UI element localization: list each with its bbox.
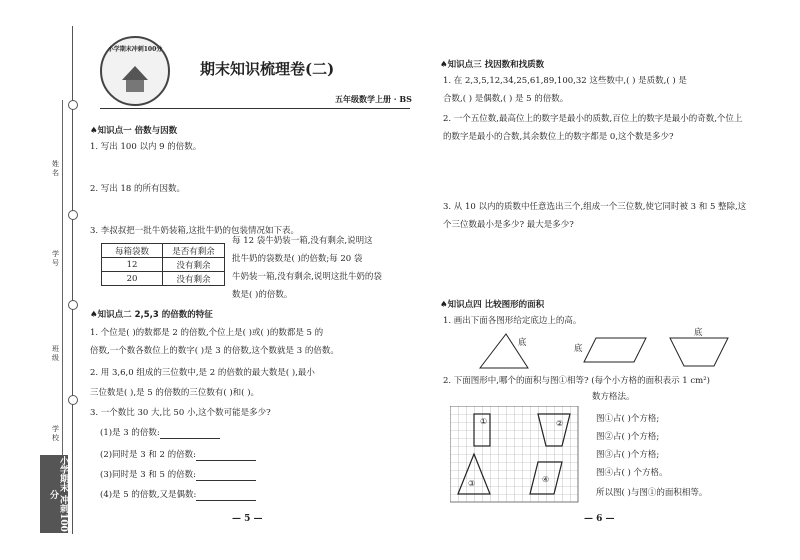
table-cell: 20 (102, 272, 163, 286)
answer-blank[interactable] (160, 429, 220, 439)
section-heading-3: ♠知识点三 找因数和找质数 (440, 60, 545, 70)
spine-name-label: 姓名 (52, 160, 59, 177)
table-cell: 没有剩余 (163, 272, 225, 286)
q3-text-line: 数是( )的倍数。 (232, 290, 293, 300)
s2-q3-part-a-label: (1)是 3 的倍数: (100, 428, 160, 438)
question-1: 1. 写出 100 以内 9 的倍数。 (90, 142, 202, 152)
r-question-3-line: 个三位数最小是多少? 最大是多少? (443, 220, 574, 230)
binding-hole (68, 100, 78, 110)
spine-id-label: 学号 (52, 250, 59, 267)
table-row (102, 258, 225, 272)
trapezoid-shape (668, 334, 732, 370)
q3-text-line: 每 12 袋牛奶装一箱,没有剩余,说明这 (232, 236, 373, 246)
r-question-1-line: 1. 在 2,3,5,12,34,25,61,89,100,32 这些数中,( ) 是质数,( ) 是 (443, 76, 687, 86)
logo-text: 小学期末冲刺100分 (107, 46, 163, 53)
count-method-title: 数方格法。 (592, 392, 635, 402)
r-question-2-line: 2. 一个五位数,最高位上的数字是最小的质数,百位上的数字是最小的奇数,个位上 (443, 114, 743, 124)
table-header-cell: 是否有剩余 (163, 244, 225, 258)
fig-count-line: 图②占( )个方格; (596, 432, 660, 442)
answer-blank[interactable] (196, 471, 256, 481)
spine-school-label: 学校 (52, 425, 59, 442)
triangle-shape (478, 330, 568, 372)
table-row (102, 272, 225, 286)
s2-question-3: 3. 一个数比 30 大,比 50 小,这个数可能是多少? (90, 408, 271, 418)
q3-text-line: 批牛奶的袋数是( )的倍数;每 20 袋 (232, 254, 363, 264)
s2-question-2-line: 2. 用 3,6,0 组成的三位数中,是 2 的倍数的最大数是( ),最小 (90, 368, 315, 378)
figure-label-1: ① (480, 417, 488, 426)
s2-q3-part-d-label: (4)是 5 的倍数,又是偶数: (100, 490, 197, 500)
page-title: 期末知识梳理卷(二) (200, 60, 335, 78)
figure-label-2: ② (556, 419, 564, 428)
table-header-row (102, 244, 225, 258)
s2-question-2-line: 三位数是( ),是 5 的倍数的三位数有( )和( )。 (90, 388, 260, 398)
s2-q3-part-c-label: (3)同时是 3 和 5 的倍数: (100, 470, 197, 480)
page-number-left: — 5 — (232, 514, 263, 524)
binding-hole (68, 395, 78, 405)
section-heading-1: ♠知识点一 倍数与因数 (90, 126, 178, 136)
section-heading-4: ♠知识点四 比较图形的面积 (440, 300, 545, 310)
logo (100, 36, 170, 106)
fig-count-line: 图③占( )个方格; (596, 450, 660, 460)
r-question-3-line: 3. 从 10 以内的质数中任意选出三个,组成一个三位数,使它同时被 3 和 5 整除,这 (443, 202, 747, 212)
table-cell: 没有剩余 (163, 258, 225, 272)
milk-table (101, 243, 225, 286)
r-question-2-line: 的数字是最小的合数,其余数位上的数字都是 0,这个数是多少? (443, 132, 674, 142)
table-header-cell: 每箱袋数 (102, 244, 163, 258)
table-cell: 12 (102, 258, 163, 272)
fig-count-line: 图④占( ) 个方格。 (596, 468, 668, 478)
question-2: 2. 写出 18 的所有因数。 (90, 184, 186, 194)
answer-blank[interactable] (196, 491, 256, 501)
s2-q3-part-b-label: (2)同时是 3 和 2 的倍数: (100, 450, 197, 460)
triangle-base-label: 底 (518, 338, 527, 348)
r-question-5: 2. 下面图形中,哪个的面积与图①相等? (每个小方格的面积表示 1 cm²) (443, 376, 710, 386)
page-subtitle: 五年级数学上册 · BS (335, 94, 412, 104)
binding-hole (68, 300, 78, 310)
title-divider (100, 108, 410, 109)
section-heading-2: ♠知识点二 2,5,3 的倍数的特征 (90, 310, 213, 320)
q3-text-line: 牛奶装一箱,没有剩余,说明这批牛奶的袋 (232, 272, 382, 282)
parallelogram-shape (582, 336, 652, 366)
s2-q3-part-a (100, 428, 220, 439)
page-number-right: — 6 — (584, 514, 615, 524)
trapezoid-base-label: 底 (694, 328, 703, 338)
s2-q3-part-c (100, 470, 256, 481)
fig-count-line: 图①占( )个方格; (596, 414, 660, 424)
s2-question-1-line: 1. 个位是( )的数都是 2 的倍数,个位上是( )或( )的数都是 5 的 (90, 328, 324, 338)
r-question-1-line: 合数,( ) 是偶数,( ) 是 5 的倍数。 (443, 94, 569, 104)
s2-q3-part-b (100, 450, 256, 461)
parallelogram-base-label: 底 (574, 344, 583, 354)
figure-label-3: ③ (468, 479, 476, 488)
s2-question-1-line: 倍数,一个数各数位上的数字( )是 3 的倍数,这个数就是 3 的倍数。 (90, 346, 339, 356)
fig-count-conclusion: 所以图( )与图①的面积相等。 (596, 488, 708, 498)
spine-class-label: 班级 (52, 345, 59, 362)
s2-q3-part-d (100, 490, 256, 501)
spine-brand-badge: 小学期末 冲刺100分 (40, 455, 68, 533)
binding-hole (68, 210, 78, 220)
r-question-4: 1. 画出下面各图形给定底边上的高。 (443, 316, 582, 326)
answer-blank[interactable] (196, 451, 256, 461)
question-3: 3. 李叔叔把一批牛奶装箱,这批牛奶的包装情况如下表。 (90, 226, 300, 236)
figure-label-4: ④ (542, 475, 550, 484)
